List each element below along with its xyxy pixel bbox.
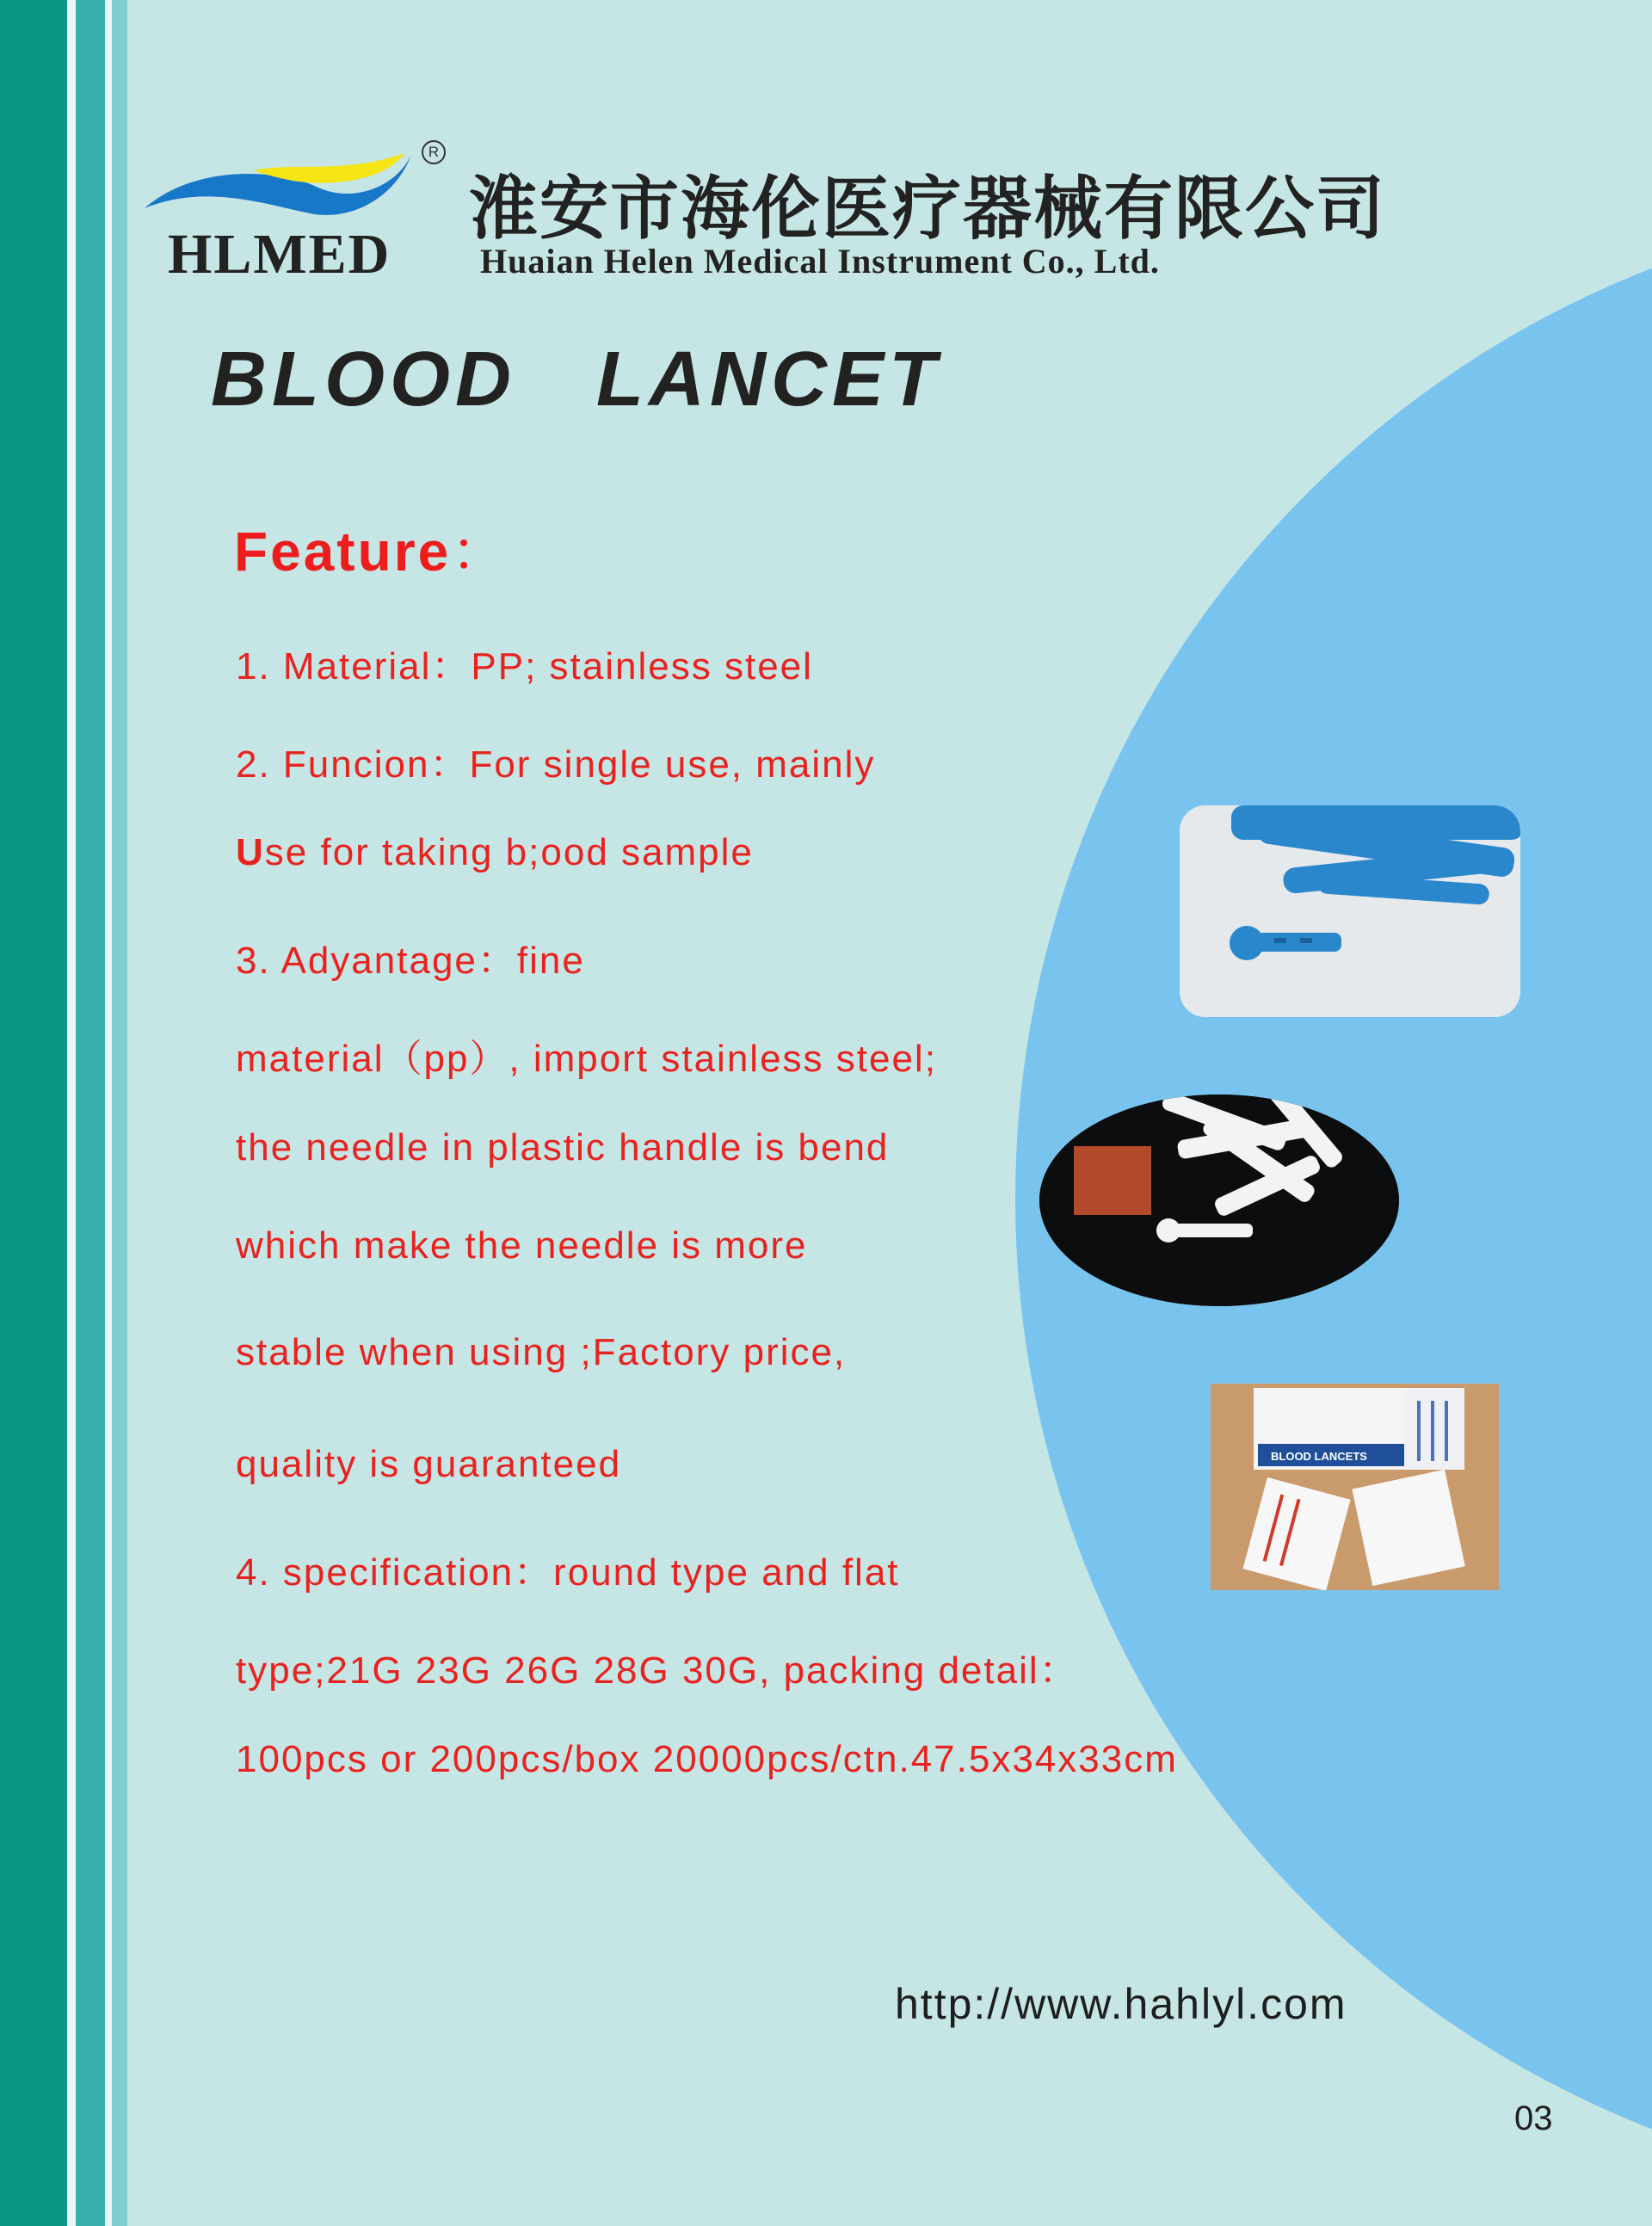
box-label: BLOOD LANCETS bbox=[1271, 1450, 1367, 1463]
feature-line-2: 2. Funcion：For single use, mainly bbox=[236, 743, 876, 786]
feature-line-7: which make the needle is more bbox=[236, 1224, 808, 1267]
blue-lancets-illustration bbox=[1180, 805, 1520, 1017]
feature-line-3-text: se for taking b;ood sample bbox=[264, 831, 754, 873]
white-lancets-illustration bbox=[1039, 1095, 1399, 1306]
feature-line-9: quality is guaranteed bbox=[236, 1443, 622, 1485]
feature-line-5: material（pp）, import stainless steel; bbox=[236, 1038, 937, 1080]
lancet-box-photo bbox=[1211, 1384, 1499, 1590]
feature-heading-text: Feature bbox=[234, 521, 452, 583]
feature-line-10: 4. specification：round type and flat bbox=[236, 1551, 900, 1594]
feature-line-6: the needle in plastic handle is bend bbox=[236, 1126, 890, 1168]
page-number: 03 bbox=[1514, 2100, 1553, 2137]
logo-text: HLMED bbox=[168, 223, 391, 286]
feature-line-8: stable when using ;Factory price, bbox=[236, 1331, 847, 1373]
registered-mark: R bbox=[422, 140, 446, 164]
feature-line-4: 3. Adyantage：fine bbox=[236, 940, 585, 982]
feature-line-3-prefix: U bbox=[236, 831, 265, 873]
feature-line-12: 100pcs or 200pcs/box 20000pcs/ctn.47.5x34x33cm bbox=[236, 1738, 1178, 1780]
blue-lancets-photo bbox=[1180, 805, 1520, 1017]
company-name-english: Huaian Helen Medical Instrument Co., Ltd. bbox=[480, 242, 1160, 281]
website-url[interactable]: http://www.hahlyl.com bbox=[895, 1980, 1347, 2028]
feature-heading-colon: ： bbox=[451, 521, 509, 583]
feature-heading bbox=[234, 508, 509, 587]
feature-line-11: type;21G 23G 26G 28G 30G, packing detail： bbox=[236, 1649, 1079, 1692]
company-name-chinese: 淮安市海伦医疗器械有限公司 bbox=[469, 168, 1386, 249]
white-lancets-photo bbox=[1039, 1095, 1399, 1306]
feature-line-3 bbox=[236, 831, 754, 874]
page-title: BLOOD LANCET bbox=[211, 336, 941, 422]
feature-line-1: 1. Material：PP; stainless steel bbox=[236, 645, 813, 688]
lancet-box-illustration bbox=[1211, 1384, 1499, 1590]
